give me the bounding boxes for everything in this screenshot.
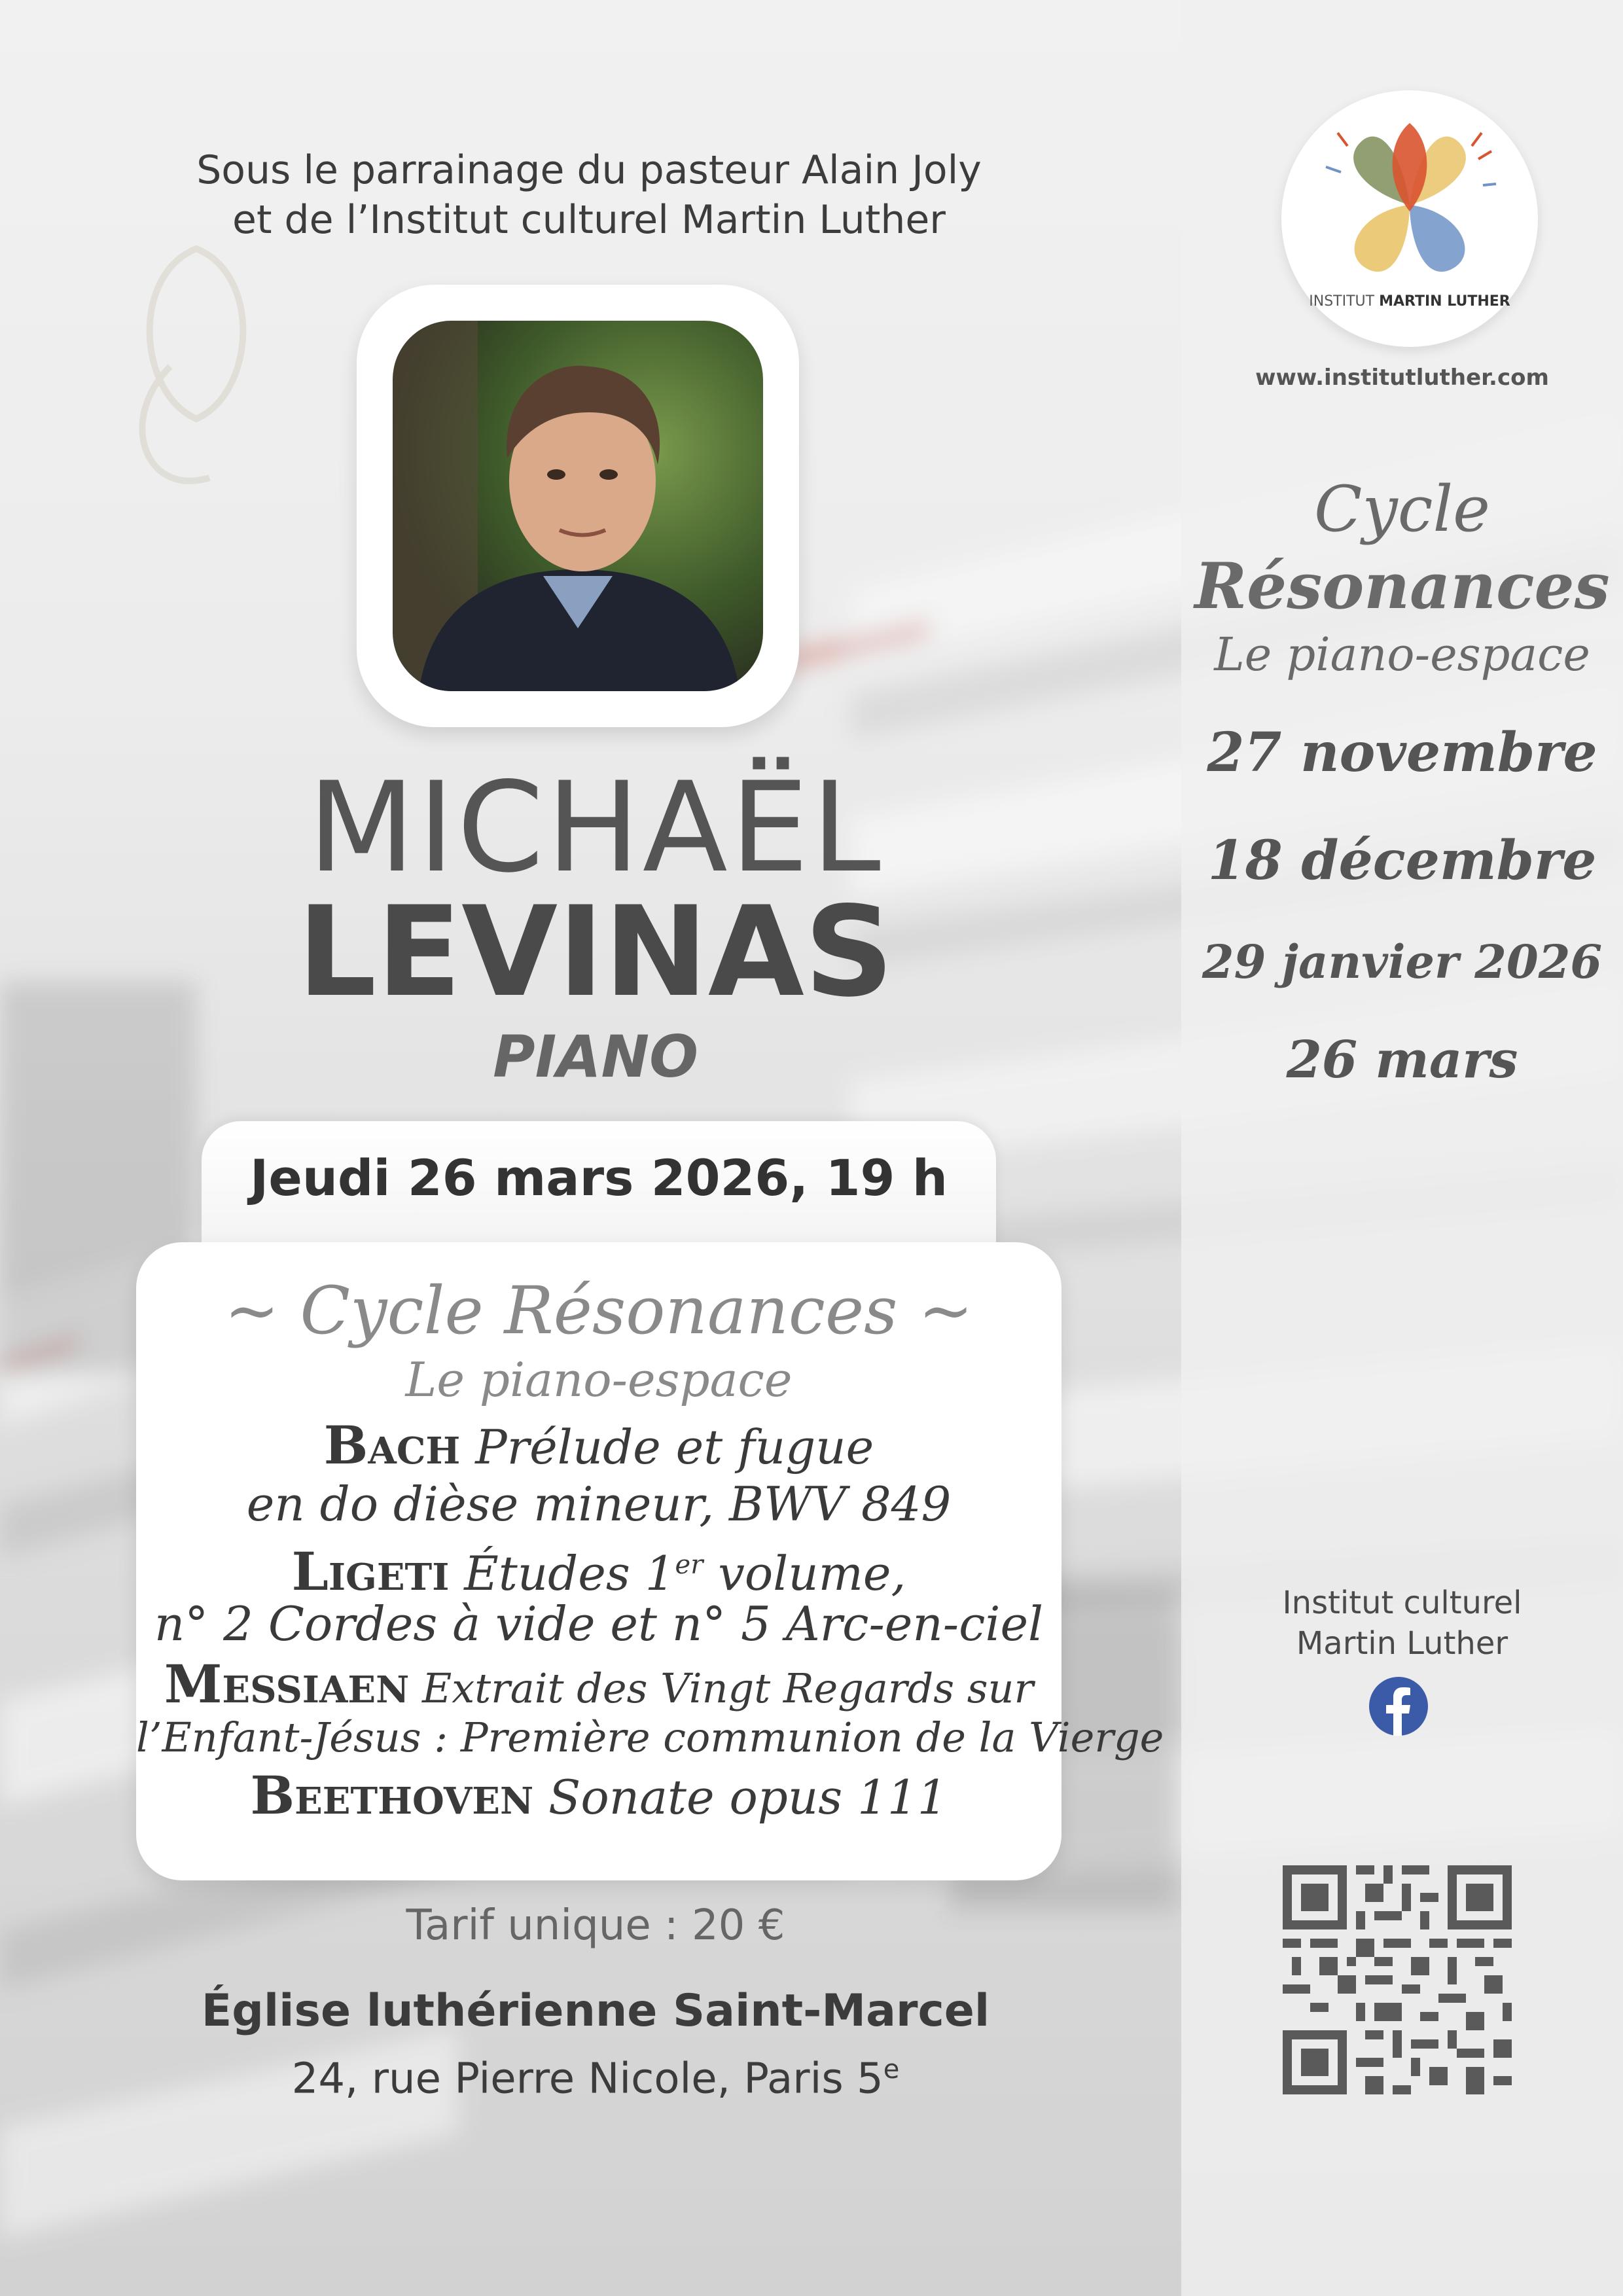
venue-address <box>131 2042 1060 2106</box>
sidebar-date-4: 26 mars <box>1286 1030 1518 1090</box>
piece-ligeti-title-a: Études 1 <box>464 1546 675 1601</box>
sidebar-cycle-line-3: Le piano-espace <box>1214 628 1590 681</box>
facebook-icon[interactable] <box>1369 1677 1428 1736</box>
composer-beethoven: Beethoven <box>250 1765 534 1826</box>
concert-date: Jeudi 26 mars 2026, 19 h <box>250 1149 948 1207</box>
venue-address-sup: e <box>883 2054 900 2085</box>
artist-last-name: LEVINAS <box>297 880 894 1024</box>
sidebar-cycle-line-2: Résonances <box>1194 549 1610 623</box>
program-cycle-subtitle: Le piano-espace <box>405 1352 793 1407</box>
piece-bach-line-1 <box>136 1416 1061 1477</box>
sidebar-date-2: 18 décembre <box>1207 829 1597 892</box>
venue-address-text: 24, rue Pierre Nicole, Paris 5 <box>291 2054 883 2104</box>
artist-instrument: PIANO <box>493 1023 698 1090</box>
logo-label-b: MARTIN LUTHER <box>1379 293 1510 310</box>
program-cycle-title: ~ Cycle Résonances ~ <box>224 1272 974 1349</box>
program-card <box>136 1242 1164 1880</box>
organization-line-1: Institut culturel <box>1282 1585 1522 1621</box>
venue-name: Église luthérienne Saint-Marcel <box>201 1985 990 2037</box>
ticket-price: Tarif unique : 20 € <box>406 1901 785 1950</box>
composer-ligeti: Ligeti <box>291 1541 450 1602</box>
sponsor-line-1: Sous le parrainage du pasteur Alain Joly <box>196 147 982 193</box>
piece-ligeti-line-1 <box>136 1535 1061 1603</box>
artist-photo <box>393 321 763 691</box>
logo-label-a: INSTITUT <box>1309 293 1375 310</box>
website-link[interactable]: www.institutluther.com <box>1255 365 1549 391</box>
sponsor-line-2: et de l’Institut culturel Martin Luther <box>232 197 946 243</box>
piece-messiaen-title: Extrait des Vingt Regards sur <box>422 1664 1034 1712</box>
logo-label <box>1281 292 1538 312</box>
sponsor-text <box>124 145 1054 245</box>
artist-first-name: MICHAËL <box>308 755 883 900</box>
piece-beethoven-line-1 <box>136 1766 1061 1827</box>
composer-bach: Bach <box>323 1414 461 1476</box>
sidebar-date-3: 29 janvier 2026 <box>1202 935 1603 989</box>
piece-beethoven-title: Sonate opus 111 <box>548 1770 948 1825</box>
sidebar-cycle-line-1: Cycle <box>1314 473 1490 546</box>
piece-ligeti-line-2: n° 2 Cordes à vide et n° 5 Arc-en-ciel <box>154 1596 1044 1651</box>
piece-messiaen-line-2: l’Enfant-Jésus : Première communion de la Vierge <box>136 1713 1164 1761</box>
piece-ligeti-title-b: volume, <box>718 1546 906 1601</box>
piece-ligeti-sup: er <box>675 1550 704 1580</box>
piece-bach-line-2: en do dièse mineur, BWV 849 <box>246 1477 952 1532</box>
composer-messiaen: Messiaen <box>164 1653 410 1715</box>
qr-code[interactable] <box>1283 1865 1512 2094</box>
piece-bach-title: Prélude et fugue <box>475 1420 874 1475</box>
organization-name <box>1191 1583 1613 1664</box>
sidebar-date-1: 27 novembre <box>1207 721 1597 784</box>
organization-line-2: Martin Luther <box>1296 1625 1508 1662</box>
